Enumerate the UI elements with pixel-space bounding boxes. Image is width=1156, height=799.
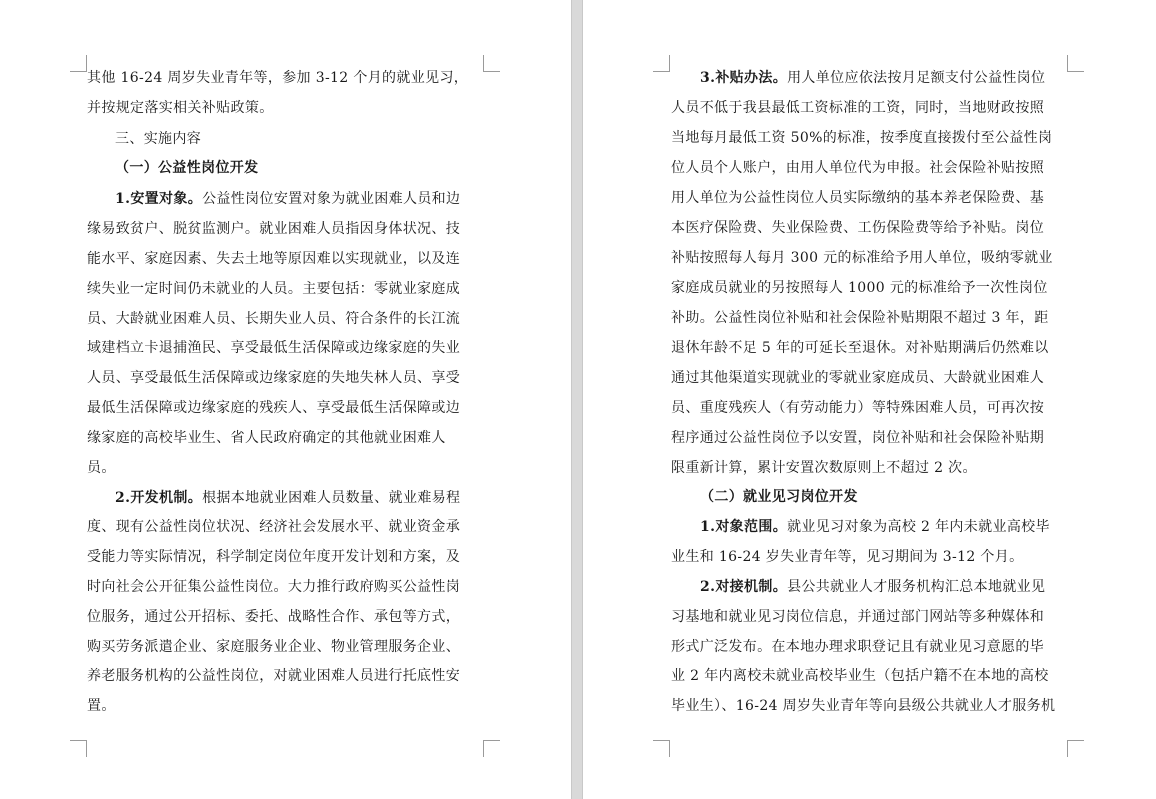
body-line: 时向社会公开征集公益性岗位。大力推行政府购买公益性岗	[87, 579, 461, 595]
body-line: 习基地和就业见习岗位信息，并通过部门网站等多种媒体和	[671, 609, 1045, 625]
body-line: 本医疗保险费、失业保险费、工伤保险费等给予补贴。岗位	[671, 220, 1045, 236]
body-line: 员。	[87, 460, 116, 476]
body-line: 其他 16-24 周岁失业青年等，参加 3-12 个月的就业见习，	[87, 70, 469, 86]
body-line: 度、现有公益性岗位状况、经济社会发展水平、就业资金承	[87, 519, 461, 535]
crop-mark	[483, 740, 500, 757]
body-line: 最低生活保障或边缘家庭的残疾人、享受最低生活保障或边	[87, 400, 461, 416]
body-line: 通过其他渠道实现就业的零就业家庭成员、大龄就业困难人	[671, 370, 1045, 386]
body-line: 程序通过公益性岗位予以安置，岗位补贴和社会保险补贴期	[671, 430, 1045, 446]
section-heading: 三、实施内容	[115, 131, 202, 147]
body-line: 缘易致贫户、脱贫监测户。就业困难人员指因身体状况、技	[87, 221, 461, 237]
subsection-heading: （一）公益性岗位开发	[115, 160, 259, 176]
body-line: 补助。公益性岗位补贴和社会保险补贴期限不超过 3 年，距	[671, 310, 1049, 326]
body-line: 退休年龄不足 5 年的可延长至退休。对补贴期满后仍然难以	[671, 340, 1049, 356]
paragraph-first-line: 3.补贴办法。用人单位应依法按月足额支付公益性岗位	[700, 70, 1046, 86]
item-label: 2.开发机制。	[115, 490, 203, 506]
crop-mark	[653, 55, 670, 72]
body-line: 形式广泛发布。在本地办理求职登记且有就业见习意愿的毕	[671, 639, 1045, 655]
paragraph-first-line: 2.开发机制。根据本地就业困难人员数量、就业难易程	[115, 490, 461, 506]
page-gutter	[571, 0, 583, 799]
body-line: 当地每月最低工资 50%的标准，按季度直接拨付至公益性岗	[671, 130, 1053, 146]
crop-mark	[483, 55, 500, 72]
body-line: 置。	[87, 698, 116, 714]
body-line: 位人员个人账户，由用人单位代为申报。社会保险补贴按照	[671, 160, 1045, 176]
paragraph-first-line: 1.安置对象。公益性岗位安置对象为就业困难人员和边	[115, 191, 461, 207]
item-label: 1.对象范围。	[700, 519, 788, 535]
body-line: 限重新计算，累计安置次数原则上不超过 2 次。	[671, 460, 977, 476]
body-line: 用人单位为公益性岗位人员实际缴纳的基本养老保险费、基	[671, 190, 1045, 206]
body-line: 人员、享受最低生活保障或边缘家庭的失地失林人员、享受	[87, 370, 461, 386]
body-line: 受能力等实际情况，科学制定岗位年度开发计划和方案，及	[87, 549, 461, 565]
body-line: 补贴按照每人每月 300 元的标准给予用人单位，吸纳零就业	[671, 250, 1053, 266]
right-page	[583, 0, 1156, 799]
body-line: 毕业生）、16-24 周岁失业青年等向县级公共就业人才服务机	[671, 698, 1056, 714]
subsection-heading: （二）就业见习岗位开发	[700, 489, 858, 505]
body-line: 缘家庭的高校毕业生、省人民政府确定的其他就业困难人	[87, 430, 446, 446]
item-label: 1.安置对象。	[115, 191, 203, 207]
body-line: 域建档立卡退捕渔民、享受最低生活保障或边缘家庭的失业	[87, 340, 461, 356]
body-line: 购买劳务派遣企业、家庭服务业企业、物业管理服务企业、	[87, 639, 461, 655]
body-line: 业 2 年内离校未就业高校毕业生（包括户籍不在本地的高校	[671, 668, 1049, 684]
paragraph-first-line: 2.对接机制。县公共就业人才服务机构汇总本地就业见	[700, 579, 1046, 595]
body-line: 业生和 16-24 岁失业青年等，见习期间为 3-12 个月。	[671, 549, 1024, 565]
body-line: 位服务，通过公开招标、委托、战略性合作、承包等方式，	[87, 609, 461, 625]
crop-mark	[70, 55, 87, 72]
crop-mark	[653, 740, 670, 757]
body-line: 家庭成员就业的另按照每人 1000 元的标准给予一次性岗位	[671, 280, 1048, 296]
body-line: 人员不低于我县最低工资标准的工资，同时，当地财政按照	[671, 100, 1045, 116]
left-page	[0, 0, 571, 799]
crop-mark	[70, 740, 87, 757]
body-line: 能水平、家庭因素、失去土地等原因难以实现就业，以及连	[87, 251, 461, 267]
body-line: 员、重度残疾人（有劳动能力）等特殊困难人员，可再次按	[671, 400, 1045, 416]
body-line: 并按规定落实相关补贴政策。	[87, 100, 274, 116]
body-line: 续失业一定时间仍未就业的人员。主要包括：零就业家庭成	[87, 281, 461, 297]
crop-mark	[1067, 740, 1084, 757]
body-line: 员、大龄就业困难人员、长期失业人员、符合条件的长江流	[87, 311, 461, 327]
crop-mark	[1067, 55, 1084, 72]
paragraph-first-line: 1.对象范围。就业见习对象为高校 2 年内未就业高校毕	[700, 519, 1050, 535]
body-line: 养老服务机构的公益性岗位，对就业困难人员进行托底性安	[87, 668, 461, 684]
item-label: 2.对接机制。	[700, 579, 788, 595]
item-label: 3.补贴办法。	[700, 70, 788, 86]
